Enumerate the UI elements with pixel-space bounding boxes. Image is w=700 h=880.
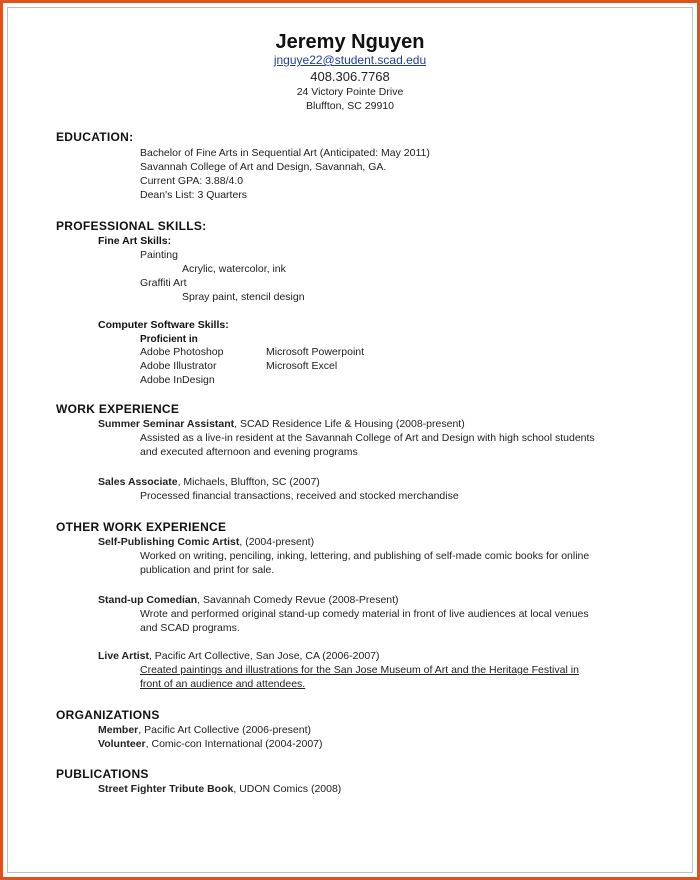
organizations-heading: ORGANIZATIONS — [56, 708, 160, 722]
skill-graffiti: Graffiti Art — [140, 277, 187, 289]
job-description: front of an audience and attendees. — [140, 678, 306, 690]
publications-heading: PUBLICATIONS — [56, 767, 149, 781]
software-item: Adobe InDesign — [140, 374, 215, 386]
publication-detail: , UDON Comics (2008) — [233, 783, 342, 795]
job-title: Self-Publishing Comic Artist — [98, 536, 240, 548]
email-link[interactable]: jnguye22@student.scad.edu — [273, 53, 427, 67]
address-line-2: Bluffton, SC 29910 — [306, 100, 394, 112]
publication-title: Street Fighter Tribute Book — [98, 783, 234, 795]
job-description: and SCAD programs. — [140, 622, 240, 634]
job-description: Processed financial transactions, received and stocked merchandise — [140, 490, 459, 502]
job-description: Worked on writing, penciling, inking, lettering, and publishing of self-made comic books for online — [140, 550, 590, 562]
software-item: Adobe Illustrator — [140, 360, 217, 372]
skill-painting-detail: Acrylic, watercolor, ink — [182, 263, 286, 275]
job-detail: , (2004-present) — [239, 536, 315, 548]
education-heading: EDUCATION: — [56, 130, 134, 144]
education-line: Current GPA: 3.88/4.0 — [140, 175, 244, 187]
work-job-title-line — [98, 650, 380, 663]
skills-heading: PROFESSIONAL SKILLS: — [56, 219, 207, 233]
job-detail: , SCAD Residence Life & Housing (2008-present) — [234, 418, 465, 430]
job-detail: , Pacific Art Collective, San Jose, CA (2006-2007) — [148, 650, 380, 662]
proficient-label: Proficient in — [140, 334, 198, 345]
fine-art-skills-heading: Fine Art Skills: — [98, 235, 172, 247]
organization-detail: , Comic-con International (2004-2007) — [145, 738, 323, 750]
phone-number: 408.306.7768 — [310, 69, 390, 84]
job-detail: , Michaels, Bluffton, SC (2007) — [177, 476, 320, 488]
software-item: Microsoft Excel — [266, 360, 338, 372]
software-skills-heading: Computer Software Skills: — [98, 319, 229, 331]
education-line: Dean's List: 3 Quarters — [140, 189, 248, 201]
organization-line — [98, 738, 323, 751]
work-heading: WORK EXPERIENCE — [56, 402, 180, 416]
job-title: Live Artist — [98, 650, 149, 662]
job-title: Summer Seminar Assistant — [98, 418, 235, 430]
publication-line — [98, 783, 341, 796]
organization-role: Volunteer — [98, 738, 146, 750]
work-job-title-line — [98, 594, 399, 607]
software-item: Microsoft Powerpoint — [266, 346, 365, 358]
skill-graffiti-detail: Spray paint, stencil design — [182, 291, 305, 303]
organization-role: Member — [98, 724, 139, 736]
resume-name: Jeremy Nguyen — [275, 31, 425, 53]
organization-line — [98, 724, 311, 737]
work-job-title-line — [98, 536, 314, 549]
skill-painting: Painting — [140, 249, 178, 261]
education-line: Bachelor of Fine Arts in Sequential Art (Anticipated: May 2011) — [140, 147, 430, 159]
job-description: and executed afternoon and evening programs — [140, 446, 358, 458]
organization-detail: , Pacific Art Collective (2006-present) — [138, 724, 312, 736]
work-job-title-line — [98, 476, 320, 489]
job-description: Created paintings and illustrations for the San Jose Museum of Art and the Heritage Festival in — [140, 664, 579, 676]
education-line: Savannah College of Art and Design, Savannah, GA. — [140, 161, 387, 173]
job-description: Assisted as a live-in resident at the Savannah College of Art and Design with high school students — [140, 432, 595, 444]
software-item: Adobe Photoshop — [140, 346, 224, 358]
job-title: Stand-up Comedian — [98, 594, 198, 606]
address-line-1: 24 Victory Pointe Drive — [296, 86, 404, 98]
job-detail: , Savannah Comedy Revue (2008-Present) — [197, 594, 399, 606]
work-job-title-line — [98, 418, 465, 431]
other-work-heading: OTHER WORK EXPERIENCE — [56, 520, 227, 534]
job-title: Sales Associate — [98, 476, 178, 488]
job-description: Wrote and performed original stand-up comedy material in front of live audiences at local venues — [140, 608, 589, 620]
job-description: publication and print for sale. — [140, 564, 275, 576]
